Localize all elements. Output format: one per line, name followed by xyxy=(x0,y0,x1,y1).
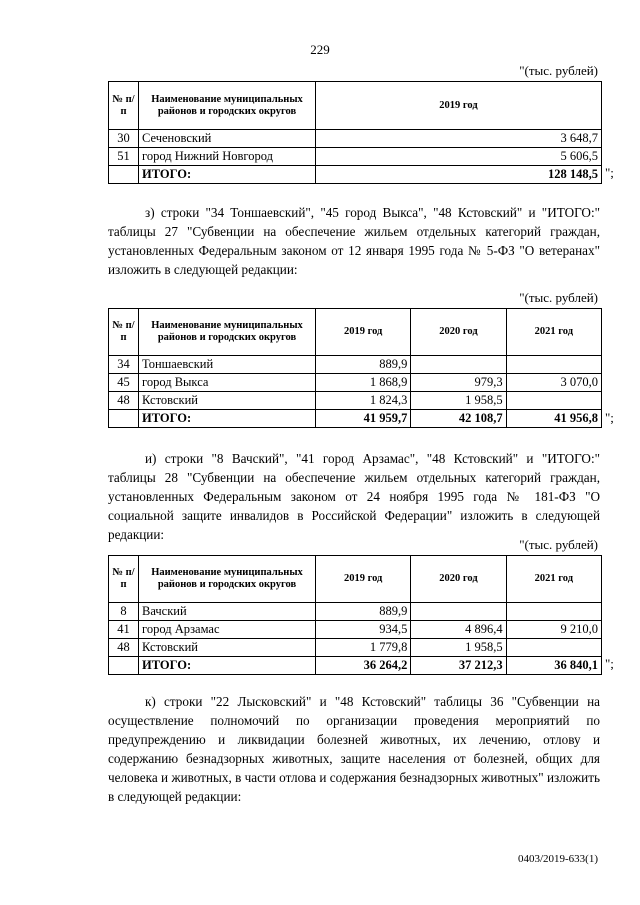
table-total-row xyxy=(109,410,602,428)
table-total-row xyxy=(109,657,602,675)
table1-header-name: Наименование муниципальных районов и городских округов xyxy=(139,82,316,130)
row-value-2021 xyxy=(506,392,601,410)
table2-header-2021: 2021 год xyxy=(506,309,601,356)
row-value-2021 xyxy=(506,356,601,374)
row-value-2019: 1 824,3 xyxy=(316,392,411,410)
page-number: 229 xyxy=(310,42,330,57)
table1-header-no: № п/п xyxy=(109,82,139,130)
row-value-2019: 889,9 xyxy=(316,603,411,621)
row-value-2019: 3 648,7 xyxy=(316,130,602,148)
table1-unit: "(тыс. рублей) xyxy=(519,63,598,78)
row-no: 8 xyxy=(109,603,139,621)
total-value-2021: 36 840,1 xyxy=(506,657,601,675)
table-row xyxy=(109,130,602,148)
row-no: 34 xyxy=(109,356,139,374)
paragraph-i: и) строки "8 Вачский", "41 город Арзамас", "48 Кстовский" и "ИТОГО:" таблицы 28 "Субвенции на обеспечение жильем отдельных категорий граждан, установленных Федеральным законом от 24 ноября 1995 года № 181-ФЗ "О социальной защите инвалидов в Российской Федерации" изложить в следующей редакции: xyxy=(108,451,600,542)
total-label: ИТОГО: xyxy=(139,657,316,675)
row-name: город Нижний Новгород xyxy=(139,148,316,166)
table2 xyxy=(108,308,602,428)
table3-header-2021: 2021 год xyxy=(506,556,601,603)
row-no: 30 xyxy=(109,130,139,148)
row-value-2019: 889,9 xyxy=(316,356,411,374)
row-value-2021: 3 070,0 xyxy=(506,374,601,392)
table-row xyxy=(109,374,602,392)
table2-unit: "(тыс. рублей) xyxy=(519,290,598,305)
row-name: Вачский xyxy=(139,603,316,621)
table-row xyxy=(109,639,602,657)
table-total-row xyxy=(109,166,602,184)
row-no: 48 xyxy=(109,392,139,410)
table3-end-mark: "; xyxy=(605,656,614,671)
table1-end-mark: "; xyxy=(605,165,614,180)
table3-header-2019: 2019 год xyxy=(316,556,411,603)
row-value-2021 xyxy=(506,603,601,621)
row-value-2020 xyxy=(411,603,506,621)
row-value-2019: 1 868,9 xyxy=(316,374,411,392)
table2-header-2019: 2019 год xyxy=(316,309,411,356)
row-no: 41 xyxy=(109,621,139,639)
row-value-2020: 1 958,5 xyxy=(411,639,506,657)
total-value-2019: 41 959,7 xyxy=(316,410,411,428)
row-name: Кстовский xyxy=(139,392,316,410)
table2-header-2020: 2020 год xyxy=(411,309,506,356)
total-value-2019: 36 264,2 xyxy=(316,657,411,675)
table2-header-no: № п/п xyxy=(109,309,139,356)
table-row xyxy=(109,621,602,639)
table-row xyxy=(109,148,602,166)
row-name: Сеченовский xyxy=(139,130,316,148)
table1 xyxy=(108,81,602,184)
row-value-2019: 1 779,8 xyxy=(316,639,411,657)
total-value-2021: 41 956,8 xyxy=(506,410,601,428)
row-value-2020 xyxy=(411,356,506,374)
table3-header-2020: 2020 год xyxy=(411,556,506,603)
table1-header-2019: 2019 год xyxy=(316,82,602,130)
table2-end-mark: "; xyxy=(605,410,614,425)
table2-header-name: Наименование муниципальных районов и городских округов xyxy=(139,309,316,356)
table-row xyxy=(109,603,602,621)
table3 xyxy=(108,555,602,675)
total-label: ИТОГО: xyxy=(139,166,316,184)
row-value-2020: 4 896,4 xyxy=(411,621,506,639)
row-value-2019: 934,5 xyxy=(316,621,411,639)
row-value-2021: 9 210,0 xyxy=(506,621,601,639)
row-name: Тоншаевский xyxy=(139,356,316,374)
row-name: Кстовский xyxy=(139,639,316,657)
paragraph-k: к) строки "22 Лысковский" и "48 Кстовский" таблицы 36 "Субвенции на осуществление полномочий по организации проведения мероприятий по предупреждению и ликвидации болезней животных, их лечению, отлову и содержанию безнадзорных животных, защите населения от болезней, общих для человека и животных, в части отлова и содержания безнадзорных животных" изложить в следующей редакции: xyxy=(108,694,600,804)
table-row xyxy=(109,356,602,374)
total-label: ИТОГО: xyxy=(139,410,316,428)
paragraph-z: з) строки "34 Тоншаевский", "45 город Выкса", "48 Кстовский" и "ИТОГО:" таблицы 27 "Субвенции на обеспечение жильем отдельных категорий граждан, установленных Федеральным законом от 12 января 1995 года № 5-ФЗ "О ветеранах" изложить в следующей редакции: xyxy=(108,205,600,277)
table3-header-no: № п/п xyxy=(109,556,139,603)
table-row xyxy=(109,392,602,410)
row-name: город Выкса xyxy=(139,374,316,392)
total-value-2020: 37 212,3 xyxy=(411,657,506,675)
row-value-2020: 1 958,5 xyxy=(411,392,506,410)
total-value-2019: 128 148,5 xyxy=(316,166,602,184)
row-no: 51 xyxy=(109,148,139,166)
row-value-2019: 5 606,5 xyxy=(316,148,602,166)
row-value-2020: 979,3 xyxy=(411,374,506,392)
row-no: 45 xyxy=(109,374,139,392)
row-no: 48 xyxy=(109,639,139,657)
row-name: город Арзамас xyxy=(139,621,316,639)
table3-header-name: Наименование муниципальных районов и городских округов xyxy=(139,556,316,603)
row-value-2021 xyxy=(506,639,601,657)
total-value-2020: 42 108,7 xyxy=(411,410,506,428)
table3-unit: "(тыс. рублей) xyxy=(519,537,598,552)
document-code: 0403/2019-633(1) xyxy=(517,853,598,865)
